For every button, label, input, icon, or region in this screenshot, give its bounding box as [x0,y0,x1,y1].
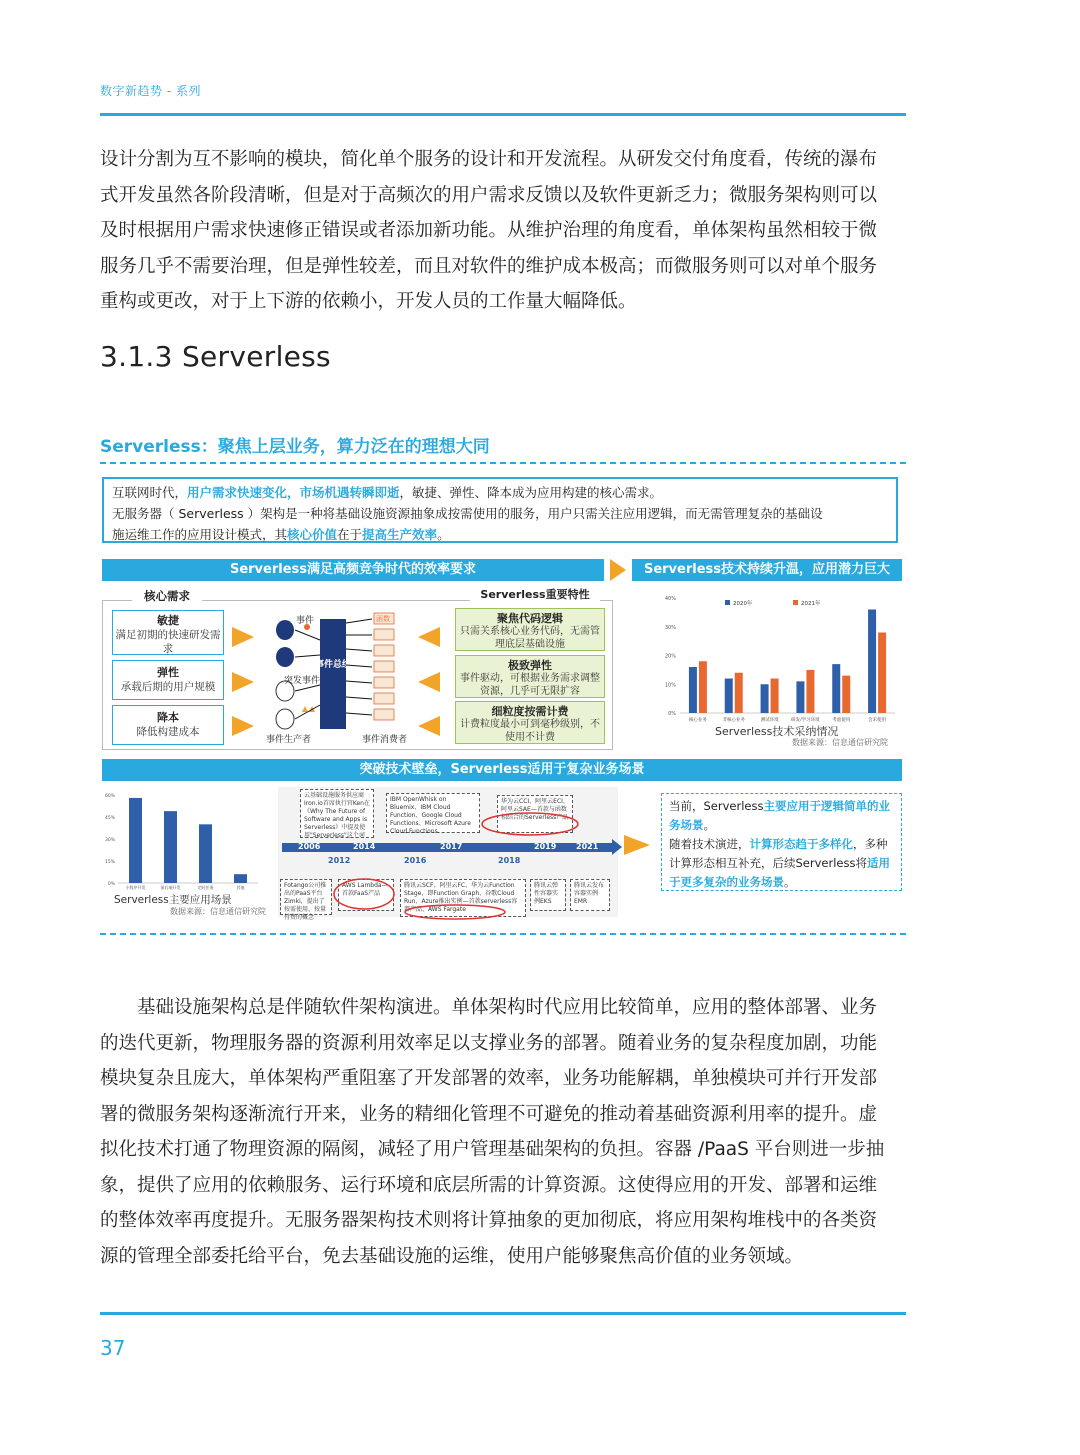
arrow-left-icon [418,672,440,692]
core-need-title: 弹性 [157,666,179,679]
intro-line-2: 无服务器（ Serverless ）架构是一种将基础设施资源抽象成按需使用的服务，用户只需关注应用逻辑，而无需管理复杂的基础设 [112,506,823,521]
x-tick-label: 研发/学习环境 [791,718,820,723]
adoption-chart [652,588,902,740]
intro-highlight: 用户需求快速变化，市场机遇转瞬即逝 [187,485,400,500]
timeline-highlights [330,800,610,920]
scenario-chart-source: 数据来源：信息通信研究院 [170,907,266,916]
para1-line: 重构或更改，对于上下游的依赖小，开发人员的工作量大幅降低。 [100,291,637,312]
feature-card [455,608,605,651]
timeline-note-2021: 腾讯云发布容器实例EMR [570,879,610,911]
arrow-right-icon [232,716,254,736]
feature-title: 聚焦代码逻辑 [497,612,563,625]
timeline-year: 2016 [404,856,427,865]
timeline-year: 2012 [328,856,351,865]
summary-highlight: 适用于更多复杂的业务场景 [669,856,890,889]
arrow-left-icon [418,716,440,736]
event-source-icon [276,647,294,667]
x-tick-label: 非核心业务 [722,718,745,723]
intro-text: 施运维工作的应用设计模式，其 [112,527,288,542]
bar-2021年 [878,633,886,714]
event-bus-label: 事件总线 [314,660,352,670]
bar-2021年 [771,679,779,714]
summary-line-2 [669,835,894,892]
adoption-chart-title: Serverless技术采纳情况 [715,725,839,738]
highlight-oval [482,813,578,835]
timeline-year: 2019 [534,842,557,851]
para2-line: 的整体效率再度提升。无服务器架构技术则将计算抽象的更加彻底，将应用架构堆栈中的各类资 [100,1210,878,1231]
para1-line: 服务几乎不需要治理，但是弹性较差，而且对软件的维护成本极高；而微服务则可以对单个服务 [100,255,878,277]
y-tick-label: 15% [104,860,115,865]
highlight-oval [334,879,394,909]
band-middle: 突破技术壁垒，Serverless适用于复杂业务场景 [102,759,902,781]
intro-text: 。 [437,527,450,542]
summary-text: 。 [784,875,796,889]
y-tick-label: 45% [104,816,115,821]
feature-card [455,701,605,744]
bar-2020年 [689,667,697,713]
footer-rule [100,1312,906,1315]
summary-text: 当前， [669,799,704,813]
intro-highlight: 提高生产效率 [362,527,438,542]
paragraph-2 [100,990,906,1274]
core-need-card [112,705,224,745]
arrow-right-icon [232,627,254,647]
figure-intro-box [102,477,898,543]
summary-highlight: 主要应用于逻辑简单的业务场景 [669,799,890,832]
features-header: Serverless重要特性 [470,586,600,604]
timeline-note-2012: 云基础设施服务供应商Iron.io首席执行官Ken在《Why The Future of Software and Apps is Serverless》中提及使用"Serverless"这个词 [300,789,374,838]
figure-top-divider [100,462,906,464]
para1-line: 式开发虽然各阶段清晰，但是对于高频次的用户需求反馈以及软件更新乏力；微服务架构则可以 [100,184,878,206]
series-header: 数字新趋势 - 系列 [100,84,201,98]
event-bus-bar [320,619,346,729]
band-right: Serverless技术持续升温，应用潜力巨大 [632,559,902,581]
y-tick-label: 40% [664,596,676,602]
para1-line: 及时根据用户需求快速修正错误或者添加新功能。从维护治理的角度看，单体架构虽然相较于微 [100,220,878,241]
bar-2020年 [761,684,769,713]
summary-text: ，多种计算形态相互补充，后续Serverless将 [669,837,888,870]
summary-highlight: 计算形态趋于多样化 [749,837,853,851]
summary-line-1 [669,797,894,835]
scenario-chart [102,787,262,891]
arrow-right-icon [232,672,254,692]
function-label: 函数 [376,615,390,623]
core-need-title: 敏捷 [157,614,179,627]
band-left: Serverless满足高频竞争时代的效率要求 [102,559,604,581]
para2-line: 署的微服务架构逐渐流行开来，业务的精细化管理不可避免的推动着基础资源利用率的提升。虚 [100,1103,878,1125]
intro-highlight: 核心价值 [287,527,338,542]
core-need-desc: 降低构建成本 [136,726,200,738]
para2-line: 拟化技术打通了物理资源的隔阂，减轻了用户管理基础架构的负担。容器 /PaaS 平台则进一步抽 [100,1139,885,1160]
bar-2021年 [842,676,850,713]
para2-line: 的迭代更新，物理服务器的资源利用效率足以支撑业务的部署。随着业务的复杂程度加剧，功能 [100,1032,878,1054]
feature-desc: 事件驱动，可根据业务需求调整资源，几乎可无限扩容 [460,673,600,697]
x-tick-label: 测试环境 [760,718,779,723]
para2-line: 模块复杂且庞大，单体架构严重阻塞了开发部署的效率，业务功能解耦，单独模块可并行开发部 [100,1068,878,1089]
core-need-card [112,610,224,655]
core-need-desc: 承载后期的用户规模 [120,681,216,693]
para2-line: 基础设施架构总是伴随软件架构演进。单体架构时代应用比较简单，应用的整体部署、业务 [137,997,878,1018]
event-source-icon [276,620,294,640]
bar-2020年 [832,664,840,713]
para1-line: 设计分割为互不影响的模块，简化单个服务的设计和开发流程。从研发交付角度看，传统的瀑布 [100,149,878,170]
page-number: 37 [100,1336,126,1360]
summary-text: 。 [703,818,715,832]
core-need-card [112,660,224,700]
timeline-year: 2014 [353,842,376,851]
event-source-icon [276,709,294,729]
event-label: 事件 [296,616,315,626]
scenario-summary-box [661,793,902,891]
intro-text: ，敏捷、弹性、降本成为应用构建的核心需求。 [399,485,663,500]
bar-2020年 [868,610,876,714]
y-tick-label: 0% [668,711,676,717]
timeline-year: 2006 [298,842,321,851]
timeline-note-2019: 腾讯云弹性容器实例EKS [530,879,566,911]
producer-label: 事件生产者 [266,735,312,745]
timeline-year: 2017 [440,842,463,851]
header-rule [100,113,906,116]
figure-title: Serverless：聚焦上层业务，算力泛在的理想大同 [100,437,490,457]
bar-2020年 [796,681,804,713]
adoption-chart-source: 数据来源：信息通信研究院 [792,738,888,747]
bar-2021年 [699,661,707,713]
x-tick-label: 小程序开发 [125,885,146,890]
intro-text: 在于 [337,527,363,542]
x-tick-label: 其他 [236,885,245,890]
burst-icon [302,706,308,712]
arrow-left-icon [418,627,440,647]
feature-title: 细粒度按需计费 [491,705,569,718]
x-tick-label: 定时任务 [197,885,214,890]
timeline-year: 2021 [576,842,599,851]
x-tick-label: 考虑使用 [832,718,851,723]
summary-text: 随着技术演进， [669,837,750,851]
timeline-note-2017: 腾讯云SCF、阿里云FC、华为云Function Stage，即Function Graph、谷歌Cloud Run、Azure推出实例—首款serverless容器产品、AWS Fargate [400,879,526,917]
scenario-chart-title: Serverless主要应用场景 [114,894,232,906]
section-heading: 3.1.3 Serverless [100,340,331,373]
y-tick-label: 20% [664,653,676,660]
core-needs-header: 核心需求 [132,587,202,605]
timeline-note-2016: IBM OpenWhisk on Bluemix、IBM Cloud Function、Google Cloud Functions、Microsoft Azure Cloud Functions [386,793,480,833]
legend-label: 2020年 [733,601,753,607]
core-need-title: 降本 [157,711,179,724]
consumer-label: 事件消费者 [362,735,408,745]
bar [234,874,247,883]
legend-swatch [793,600,798,605]
x-tick-label: 核心业务 [688,718,707,723]
y-tick-label: 10% [664,682,676,689]
timeline-note-2006: Fotango公司推出的PaaS平台Zimki，提出了按需使用、按量付费的概念 [280,879,332,915]
timeline-note-2014: AWS Lambda—首款FaaS产品 [338,879,394,911]
legend-swatch [725,600,730,605]
intro-line-1 [112,482,888,503]
x-tick-label: 会未使用 [868,718,887,723]
paragraph-1 [100,142,906,320]
bar [199,824,212,883]
core-need-desc: 满足初期的快速研发需求 [115,629,221,655]
feature-card [455,655,605,698]
timeline-arrow-icon [612,839,622,855]
timeline-year: 2018 [498,856,521,865]
feature-title: 极致弹性 [508,659,552,672]
bar [129,798,142,883]
intro-line-3 [112,524,888,545]
feature-desc: 只需关系核心业务代码，无需管理底层基础设施 [460,626,600,650]
burst-event-label: 突发事件 [284,676,321,686]
intro-text: 互联网时代， [112,485,188,500]
figure-bottom-divider [100,933,906,935]
arrow-right-icon [624,835,650,855]
para2-line: 象，提供了应用的依赖服务、运行环境和底层所需的计算资源。这使得应用的开发、部署和运维 [100,1174,878,1196]
summary-text: Serverless [703,799,764,813]
legend-label: 2021年 [801,601,821,607]
bar-2020年 [725,679,733,714]
bar [164,811,177,883]
band-arrow-icon [610,559,626,581]
y-tick-label: 60% [104,794,115,799]
timeline-note-2018: 华为云CCI、阿里云ECI、阿里云SAE—首款与函数相结合的Serverless产品 [497,795,573,833]
highlight-oval [405,905,505,919]
bar-2021年 [806,670,814,713]
y-tick-label: 30% [104,838,115,843]
feature-desc: 计费粒度最小可到毫秒级别，不使用不计费 [460,719,600,743]
y-tick-label: 0% [107,882,115,887]
y-tick-label: 30% [664,624,676,631]
para2-line: 源的管理全部委托给平台，免去基础设施的运维，使用户能够聚焦高价值的业务领域。 [100,1245,804,1267]
x-tick-label: 前后端开发 [160,885,181,890]
bar-2021年 [735,673,743,713]
